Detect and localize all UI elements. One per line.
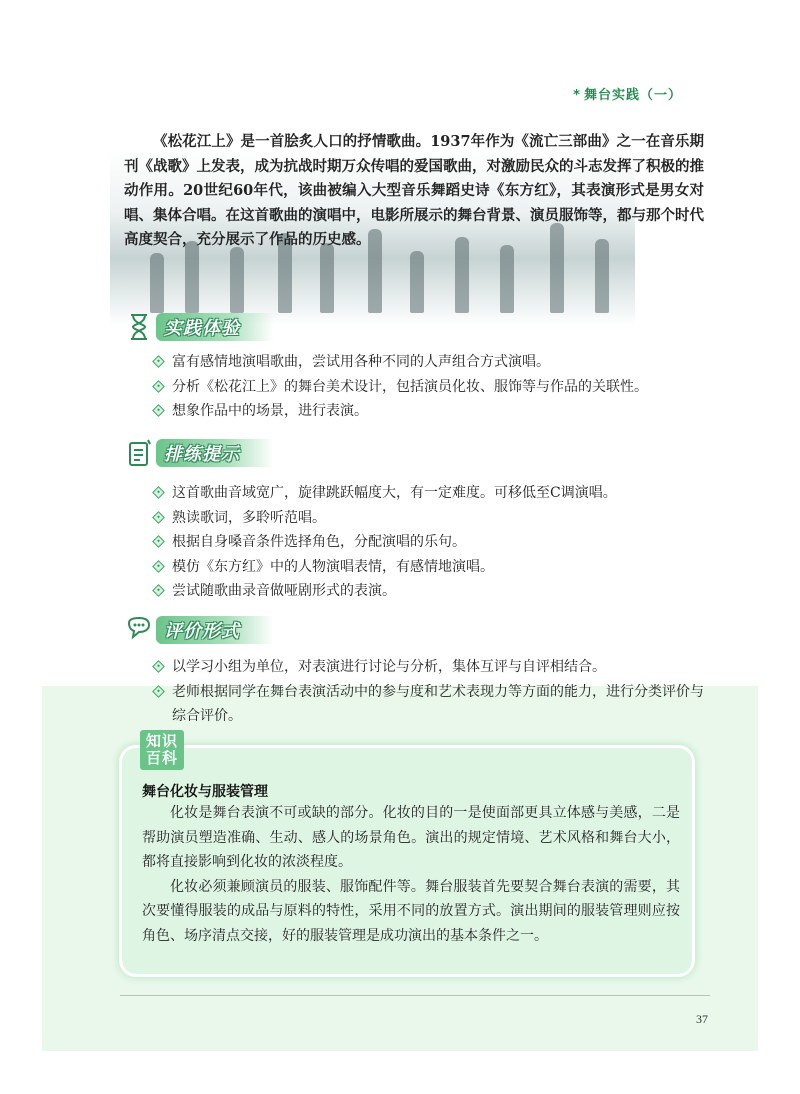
list-item: 这首歌曲音域宽广，旋律跳跃幅度大，有一定难度。可移低至C调演唱。: [152, 481, 712, 506]
intro-paragraph: 《松花江上》是一首脍炙人口的抒情歌曲。1937年作为《流亡三部曲》之一在音乐期刊《战歌》上发表，成为抗战时期万众传唱的爱国歌曲，对激励民众的斗志发挥了积极的推动作用。20世纪60年代，该曲被编入大型音乐舞蹈史诗《东方红》，其表演形式是男女对唱、集体合唱。在这首歌曲的演唱中，电影所展示的舞台背景、演员服饰等，都与那个时代高度契合，充分展示了作品的历史感。: [124, 133, 704, 248]
rehearsal-ribbon: [156, 439, 274, 467]
knowledge-badge: [140, 730, 184, 770]
running-header: [573, 84, 682, 103]
performer-figure: [320, 243, 334, 313]
diamond-bullet-icon: [152, 511, 165, 524]
rehearsal-title: 排练提示: [164, 444, 240, 465]
list-item: 尝试随歌曲录音做哑剧形式的表演。: [152, 579, 712, 604]
diamond-bullet-icon: [152, 355, 165, 368]
list-item: 老师根据同学在舞台表演活动中的参与度和艺术表现力等方面的能力，进行分类评价与综合评价。: [152, 680, 712, 729]
knowledge-text: [142, 801, 680, 949]
practice-title: 实践体验: [164, 318, 240, 339]
clipboard-icon: [126, 438, 152, 468]
evaluation-ribbon: [156, 616, 274, 644]
badge-line-1: 知识: [145, 732, 178, 750]
diamond-bullet-icon: [152, 560, 165, 573]
page-number: 37: [696, 1012, 708, 1026]
badge-line-2: 百科: [145, 749, 178, 767]
header-section-title: 舞台实践（一）: [583, 88, 682, 103]
knowledge-paragraph: 化妆必须兼顾演员的服装、服饰配件等。舞台服装首先要契合舞台表演的需要，其次要懂得服装的成品与原料的特性，采用不同的放置方式。演出期间的服装管理则应按角色、场序清点交接，好的服装管理是成功演出的基本条件之一。: [142, 878, 680, 944]
rehearsal-section-tag: [126, 434, 274, 472]
performer-figure: [230, 247, 244, 313]
rehearsal-list: [152, 481, 712, 604]
footer-divider: [120, 995, 710, 996]
diamond-bullet-icon: [152, 404, 165, 417]
diamond-bullet-icon: [152, 660, 165, 673]
speech-bubble-icon: [126, 615, 152, 645]
list-item: 以学习小组为单位，对表演进行讨论与分析，集体互评与自评相结合。: [152, 655, 712, 680]
performer-figure: [150, 253, 164, 313]
evaluation-list: [152, 655, 712, 729]
knowledge-paragraph: 化妆是舞台表演不可或缺的部分。化妆的目的一是使面部更具立体感与美感，二是帮助演员塑造准确、生动、感人的场景角色。演出的规定情境、艺术风格和舞台大小，都将直接影响到化妆的浓淡程度。: [142, 805, 680, 871]
diamond-bullet-icon: [152, 584, 165, 597]
evaluation-title: 评价形式: [164, 621, 240, 642]
list-item: 想象作品中的场景，进行表演。: [152, 399, 712, 424]
list-item: 熟读歌词，多聆听范唱。: [152, 506, 712, 531]
list-item: 富有感情地演唱歌曲，尝试用各种不同的人声组合方式演唱。: [152, 350, 712, 375]
diamond-bullet-icon: [152, 685, 165, 698]
hourglass-icon: [126, 312, 152, 342]
performer-figure: [500, 245, 514, 313]
practice-section-tag: [126, 308, 274, 346]
diamond-bullet-icon: [152, 380, 165, 393]
list-item: 根据自身嗓音条件选择角色，分配演唱的乐句。: [152, 530, 712, 555]
diamond-bullet-icon: [152, 486, 165, 499]
evaluation-section-tag: [126, 611, 274, 649]
star-icon: *: [573, 88, 581, 103]
list-item: 分析《松花江上》的舞台美术设计，包括演员化妆、服饰等与作品的关联性。: [152, 375, 712, 400]
knowledge-title: 舞台化妆与服装管理: [142, 784, 268, 800]
practice-ribbon: [156, 313, 274, 341]
performer-figure: [410, 251, 424, 313]
diamond-bullet-icon: [152, 535, 165, 548]
list-item: 模仿《东方红》中的人物演唱表情，有感情地演唱。: [152, 555, 712, 580]
practice-list: [152, 350, 712, 424]
